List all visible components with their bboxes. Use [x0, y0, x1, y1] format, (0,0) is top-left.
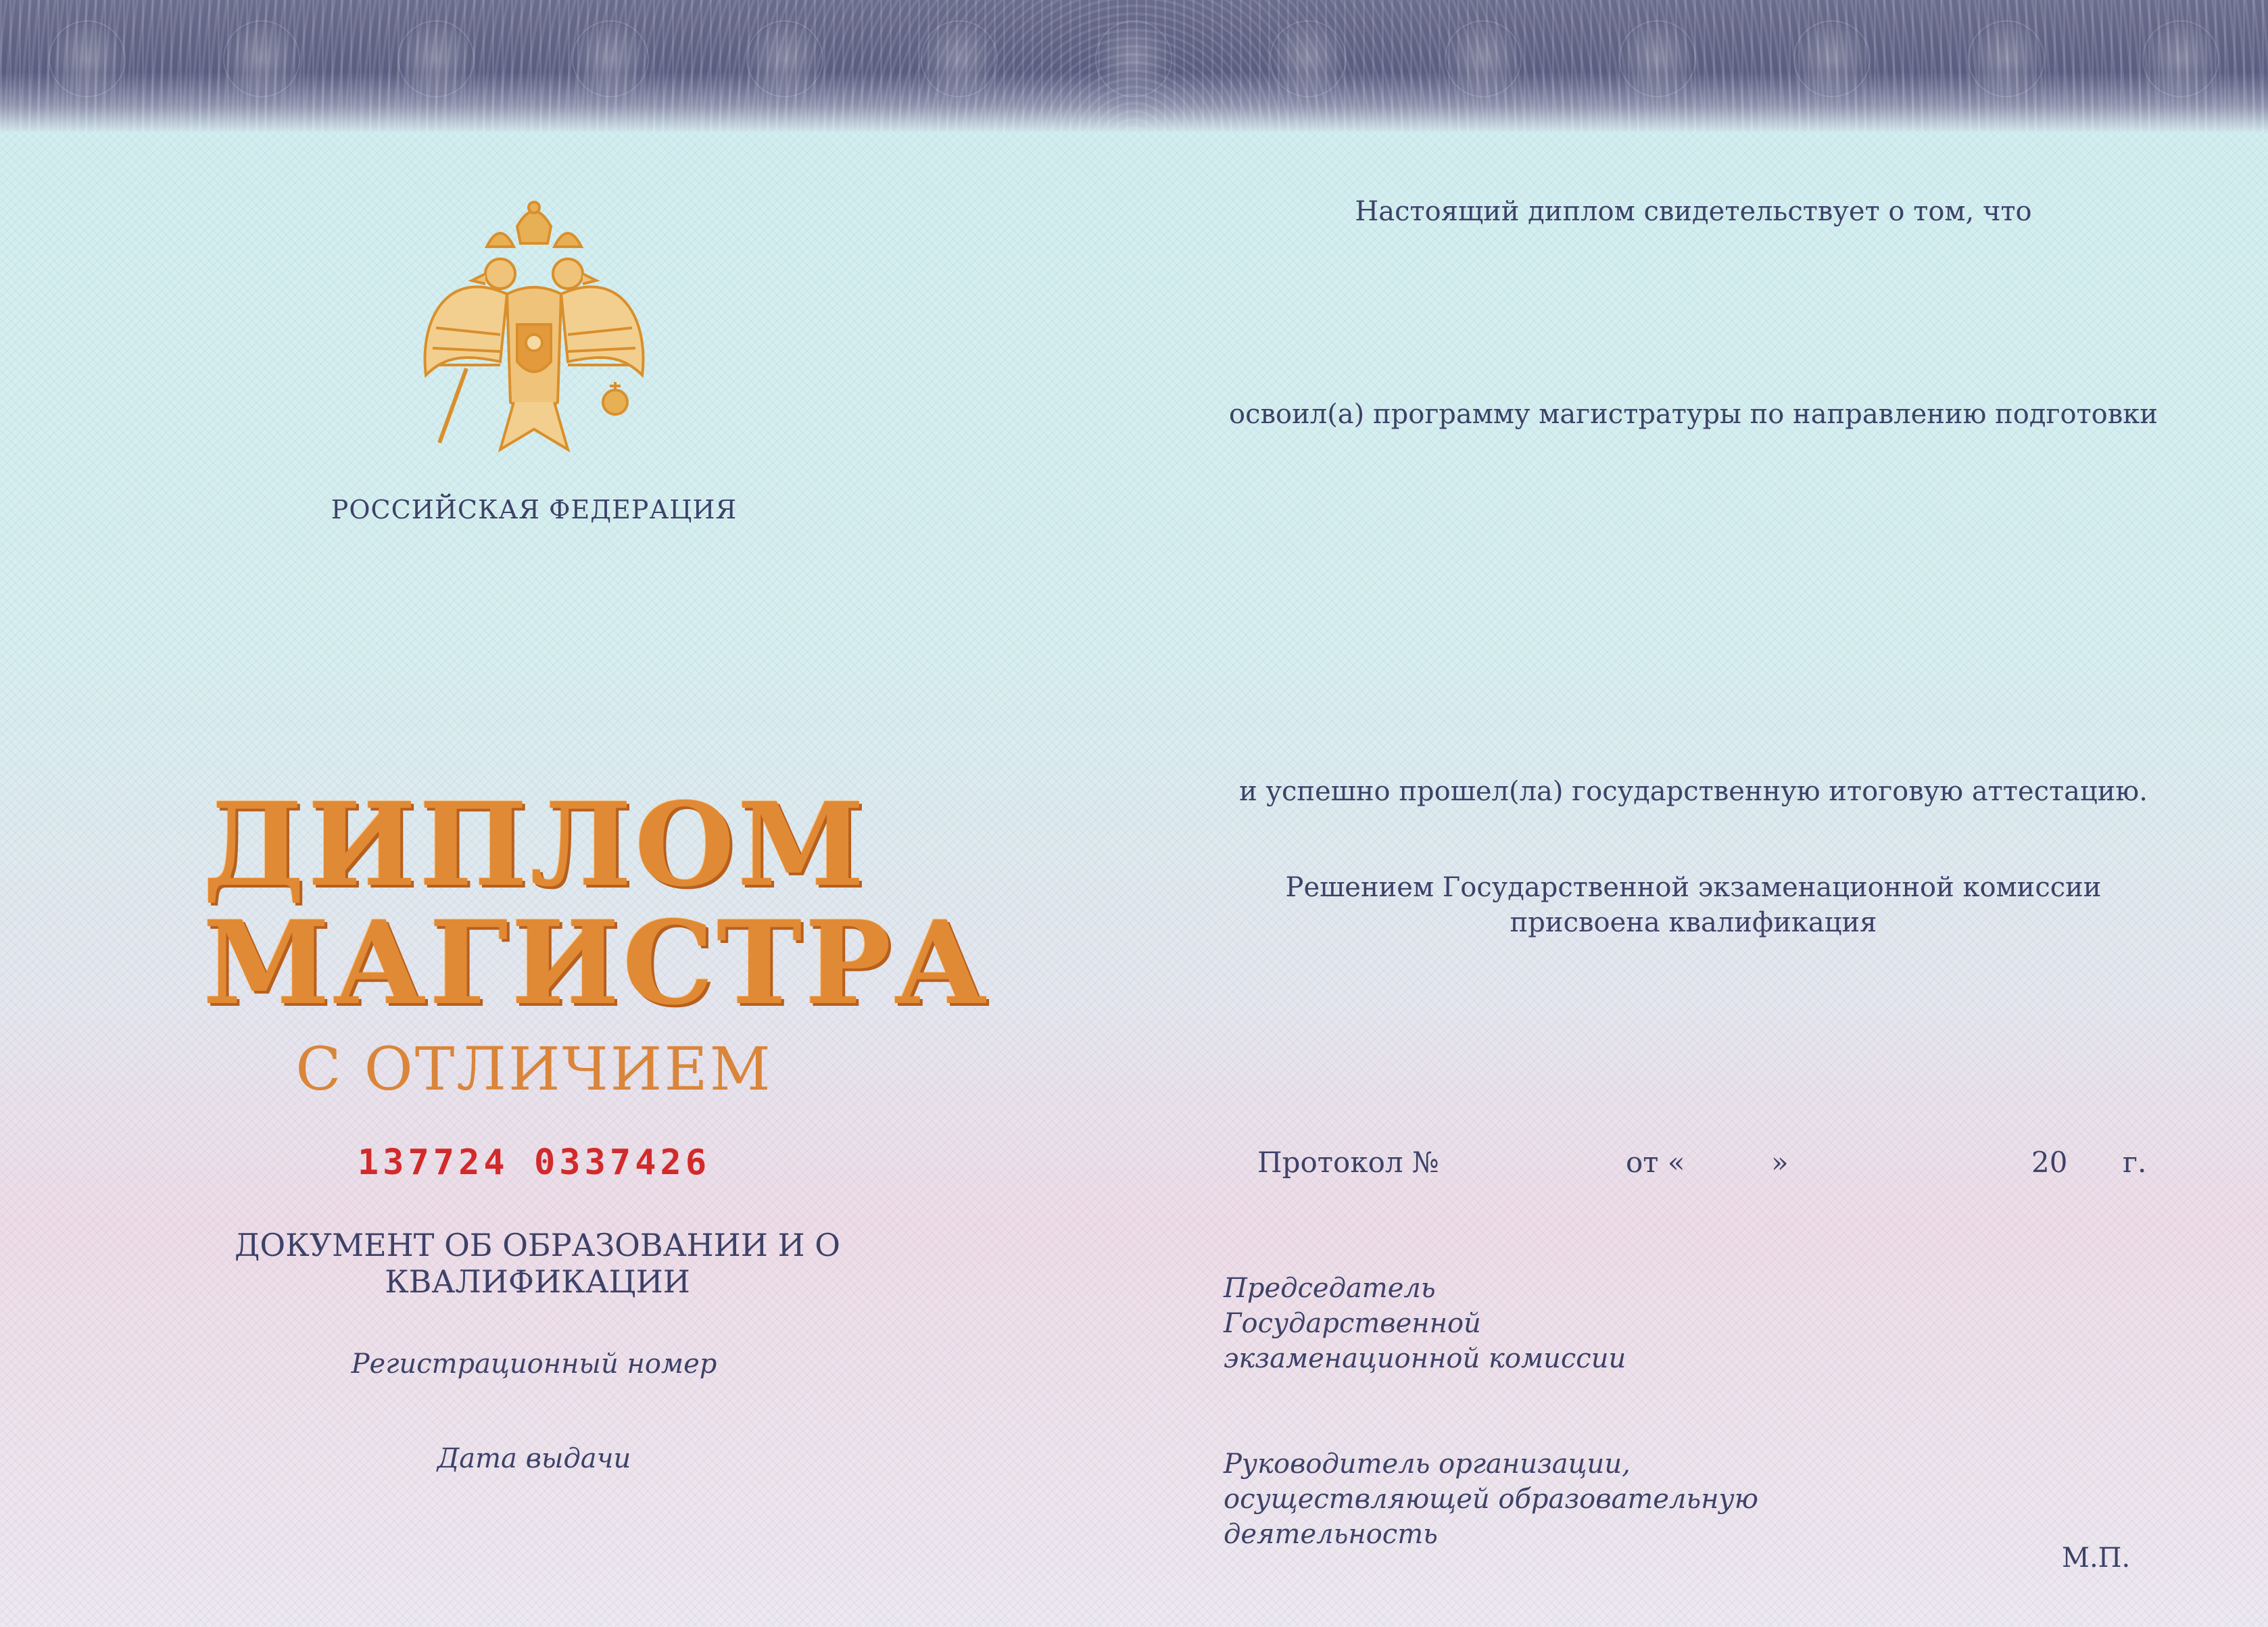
band-medallion	[1793, 20, 1871, 97]
chairman-signature-block	[1224, 1271, 1900, 1376]
chairman-line1: Председатель	[1224, 1273, 1436, 1304]
protocol-year: 20	[2031, 1146, 2068, 1179]
diploma-title-line2: МАГИСТРА	[203, 896, 990, 1031]
head-line2: осуществляющей образовательную	[1224, 1484, 1758, 1515]
band-medallion	[921, 20, 998, 97]
federation-label: РОССИЙСКАЯ ФЕДЕРАЦИЯ	[331, 495, 738, 525]
protocol-year-suffix: г.	[2123, 1146, 2147, 1179]
guilloche-top-band	[0, 0, 2268, 132]
head-line1: Руководитель организации,	[1224, 1449, 1631, 1480]
band-medallion	[2142, 20, 2219, 97]
honors-label: С ОТЛИЧИЕМ	[295, 1034, 773, 1104]
program-line: освоил(а) программу магистратуры по направлению подготовки	[1229, 399, 2158, 430]
protocol-label: Протокол №	[1257, 1146, 1439, 1179]
band-medallion	[49, 20, 126, 97]
issue-date-label: Дата выдачи	[437, 1443, 631, 1474]
band-medallion	[572, 20, 649, 97]
band-medallion	[746, 20, 823, 97]
qualification-line: присвоена квалификация	[1510, 907, 1877, 938]
attestation-line: и успешно прошел(ла) государственную итоговую аттестацию.	[1239, 776, 2148, 807]
serial-number: 137724 0337426	[357, 1142, 711, 1183]
band-medallion	[1095, 20, 1172, 97]
band-medallion	[397, 20, 475, 97]
band-medallions	[0, 20, 2268, 95]
chairman-line2: Государственной	[1224, 1308, 1481, 1339]
registration-number-label: Регистрационный номер	[351, 1349, 717, 1380]
protocol-date-close: »	[1771, 1146, 1789, 1179]
band-medallion	[1968, 20, 2045, 97]
diploma-title-line1: ДИПЛОМ	[203, 777, 867, 913]
band-medallion	[1445, 20, 1522, 97]
band-medallion	[223, 20, 300, 97]
certifies-line: Настоящий диплом свидетельствует о том, что	[1355, 196, 2032, 227]
protocol-date-open: от «	[1626, 1146, 1685, 1179]
head-line3: деятельность	[1224, 1519, 1438, 1550]
head-signature-block	[1224, 1447, 1900, 1552]
stamp-place-label: М.П.	[2062, 1543, 2131, 1574]
chairman-line3: экзаменационной комиссии	[1224, 1343, 1626, 1374]
band-medallion	[1270, 20, 1347, 97]
decision-line: Решением Государственной экзаменационной комиссии	[1285, 872, 2102, 903]
protocol-row	[1257, 1146, 2147, 1186]
band-medallion	[1619, 20, 1696, 97]
document-type: ДОКУМЕНТ ОБ ОБРАЗОВАНИИ И О КВАЛИФИКАЦИИ	[235, 1227, 840, 1300]
double-headed-eagle-emblem-icon	[406, 199, 662, 470]
